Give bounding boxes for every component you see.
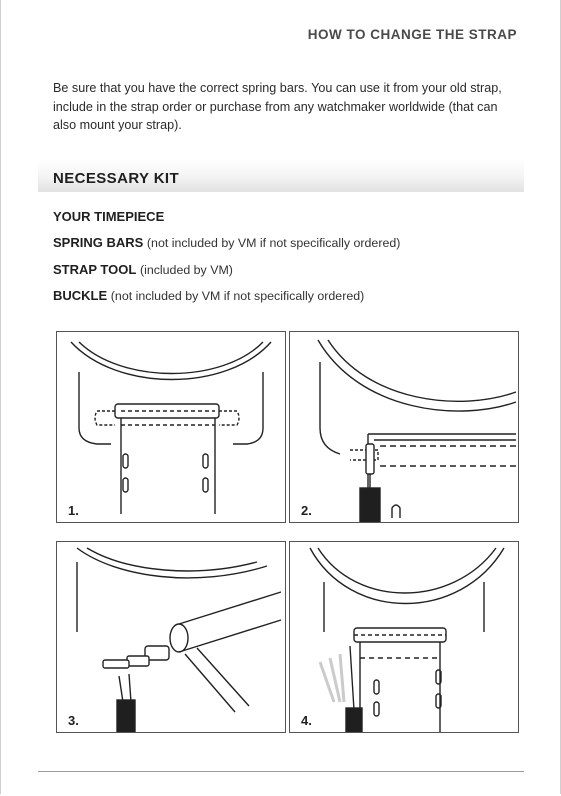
kit-item-name: STRAP TOOL [53, 261, 137, 277]
kit-item-name: YOUR TIMEPIECE [53, 209, 165, 224]
kit-item-note: (not included by VM if not specifically ordered) [110, 289, 365, 304]
step-2-label: 2. [301, 503, 312, 518]
page-header-title: HOW TO CHANGE THE STRAP [307, 27, 517, 42]
kit-item-name: BUCKLE [53, 288, 108, 304]
kit-list [53, 208, 400, 314]
section-title: NECESSARY KIT [53, 170, 180, 187]
step-4-label: 4. [301, 713, 312, 728]
step-1-label: 1. [68, 503, 79, 518]
kit-item [53, 234, 400, 260]
step-1-panel [56, 331, 286, 523]
step-4-panel [289, 541, 519, 733]
kit-item-name: SPRING BARS [53, 235, 144, 251]
kit-item [53, 208, 400, 234]
kit-item-note: (not included by VM if not specifically ordered) [146, 236, 401, 251]
step-3-illustration [57, 542, 285, 732]
step-2-panel [289, 331, 519, 523]
kit-item [53, 287, 400, 313]
step-3-panel [56, 541, 286, 733]
step-1-illustration [57, 332, 285, 522]
step-4-illustration [290, 542, 518, 732]
kit-item [53, 261, 400, 287]
step-2-illustration [290, 332, 518, 522]
kit-item-note: (included by VM) [139, 262, 233, 277]
intro-paragraph: Be sure that you have the correct spring bars. You can use it from your old strap, include in the strap order or purchase from any watchmaker worldwide (that can also mount your strap). [53, 81, 502, 132]
step-3-label: 3. [68, 713, 79, 728]
footer-divider [38, 771, 524, 772]
